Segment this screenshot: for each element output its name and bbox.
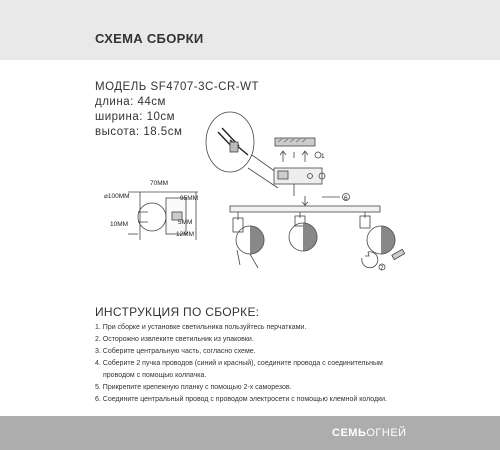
step-3: 3. Соберите центральную часть, согласно схеме. <box>95 348 256 355</box>
wire-detail-bubble <box>206 112 280 188</box>
step-1: 1. При сборке и установке светильника пользуйтесь перчатками. <box>95 324 307 331</box>
height-line: высота: 18.5см <box>95 126 183 138</box>
mounting-base <box>274 168 350 201</box>
dim-diameter: ⌀100ММ <box>104 193 130 200</box>
length-line: длина: 44см <box>95 96 166 108</box>
ceiling-plate <box>275 138 321 162</box>
brand-light: ОГНЕЙ <box>366 427 407 439</box>
instructions-title: ИНСТРУКЦИЯ ПО СБОРКЕ: <box>95 305 260 319</box>
step-4: 4. Соберите 2 пучка проводов (синий и красный), соедините провода с соединительным <box>95 360 383 367</box>
step-marker-7: 7 <box>380 265 384 272</box>
dim-70: 70ММ <box>150 180 169 187</box>
width-line: ширина: 10см <box>95 111 176 123</box>
model-line: МОДЕЛЬ SF4707-3C-CR-WT <box>95 81 259 93</box>
step-marker-1: 1 <box>321 153 325 160</box>
step-marker-6: 6 <box>344 195 348 202</box>
dim-10: 10ММ <box>110 221 129 228</box>
step-6: 6. Соедините центральный провод с проводом электросети с помощью клемной колодки. <box>95 396 388 403</box>
footer-band <box>0 416 500 450</box>
dim-12: 12ММ <box>176 231 195 238</box>
step-5: 5. Прикрепите крепежную планку с помощью 2-х саморезов. <box>95 384 292 391</box>
dim-5: 5ММ <box>178 219 193 226</box>
header-band <box>0 0 500 60</box>
dim-95: 95ММ <box>180 195 199 202</box>
page-title: СХЕМА СБОРКИ <box>95 31 204 46</box>
step-4-continued: проводом с помощью колпачка. <box>103 372 207 379</box>
assembly-diagram <box>90 100 410 285</box>
light-bar <box>230 196 405 270</box>
brand-logo <box>332 427 407 439</box>
brand-bold: СЕМЬ <box>332 427 367 439</box>
instruction-steps <box>95 322 475 406</box>
step-2: 2. Осторожно извлеките светильник из упаковки. <box>95 336 254 343</box>
